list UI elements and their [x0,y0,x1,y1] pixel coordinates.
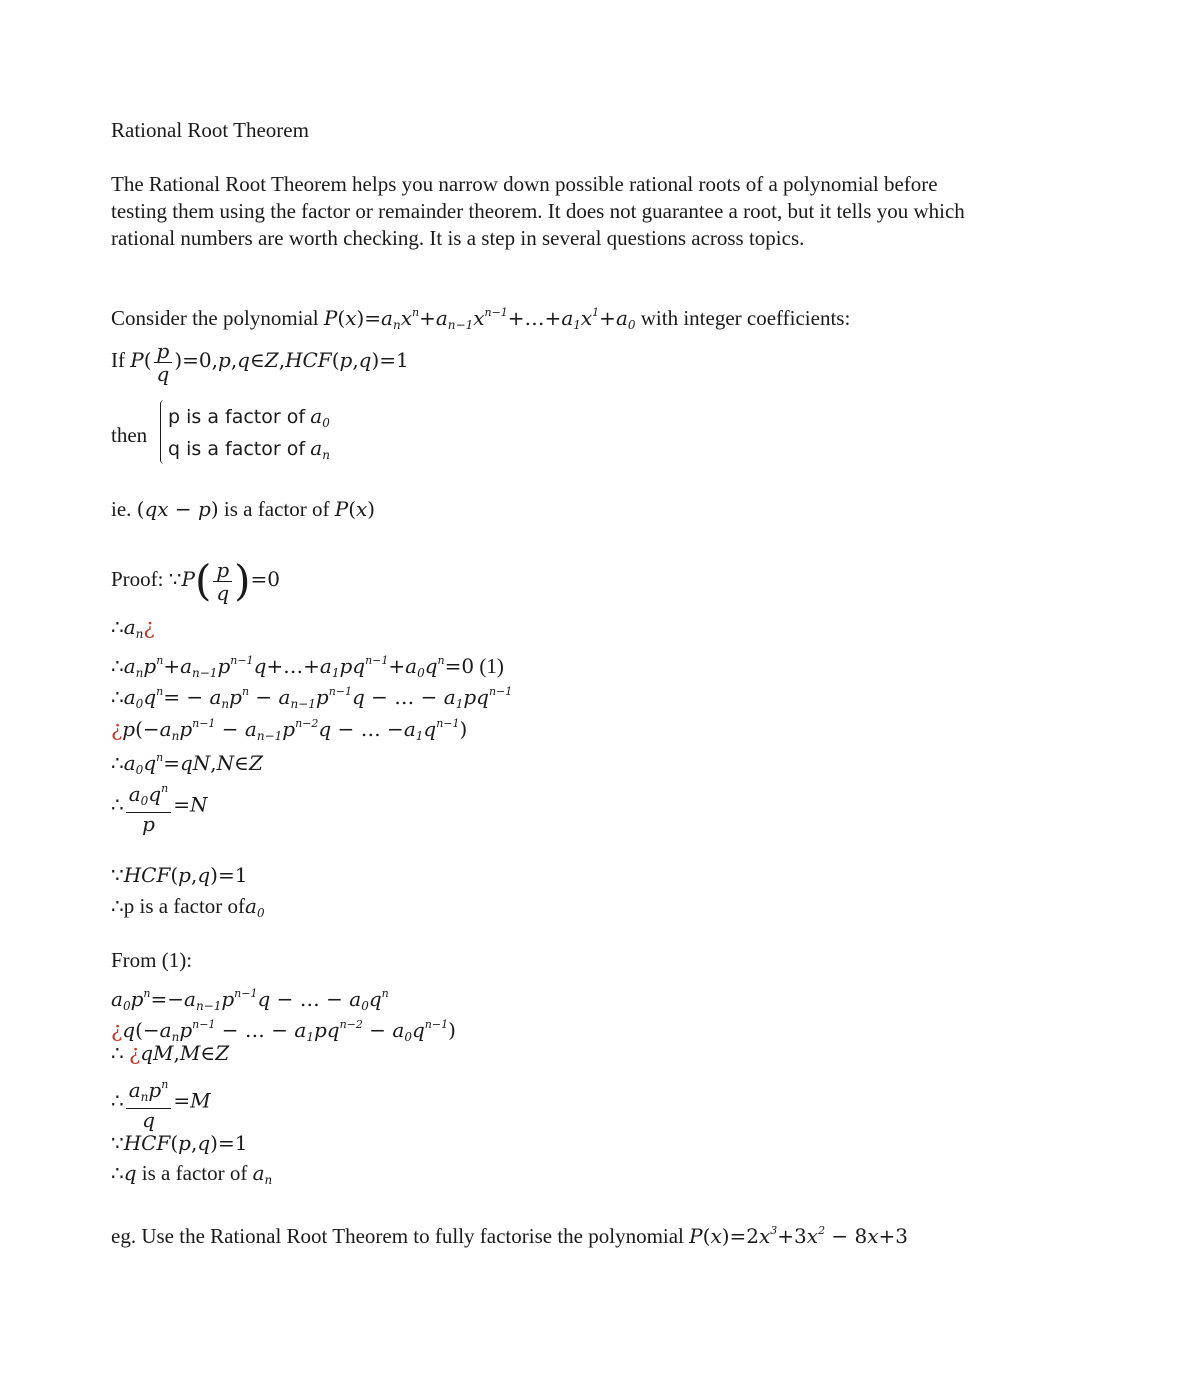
if-condition: If P( $\frac{p}{q}$ )=0,p,q∈Z,HCF(p,q)=1 [111,338,409,386]
from-step-4: ∴ $\frac{a_np^n}{q}$ =M [111,1074,211,1131]
proof-step-7: ∵HCF(p,q)=1 [111,863,248,887]
proof-line: Proof: ∵P( $\frac{p}{q}$ )=0 [111,556,281,606]
proof-step-5: $\therefore a_0q^n=qN,N\in Z$ [111,751,263,777]
proof-conclusion-q: ∴q is a factor of $a_n$ [111,1161,273,1187]
from-step-3: ∴ ¿qM,M∈Z [111,1041,230,1065]
left-brace [160,400,167,464]
proof-step-3: $\therefore a_0q^n= - a_np^n - a_{n-1}p^{n-1}q$ − … − $a_1pq^{n-1}$ [111,685,513,711]
fraction-p-over-q: $\frac{p}{q}$ [154,340,173,385]
intro-line-2: testing them using the factor or remainder theorem. It does not guarantee a root, but it tells you which [111,199,965,223]
intro-line-3: rational numbers are worth checking. It is a step in several questions across topics. [111,226,805,250]
consider-line: Consider the polynomial $P(x)=a_nx^n+a_{n-1}x^{n-1}+\dots+a_1x^1+a_0$ with integer coefficients: [111,306,851,332]
page-title: Rational Root Theorem [111,118,309,142]
condition-p: p is a factor of $a_0$ [168,404,330,430]
from-1-heading: From (1): [111,948,193,972]
then-word: then [111,423,148,447]
from-step-5: ∵HCF(p,q)=1 [111,1131,248,1155]
ie-line: ie. (qx − p) is a factor of P(x) [111,497,376,521]
proof-conclusion-p: ∴p is a factor ofa$_0$ [111,894,265,920]
from-step-2: ¿$q(-a_np^{n-1}$ − … − $a_1pq^{n-2} - a_0q^{n-1}$) [111,1018,456,1044]
proof-step-2: $\therefore a_np^n+a_{n-1}p^{n-1}q+\dots+a_1pq^{n-1}+a_0q^n=0$ (1) [111,654,504,680]
condition-q: q is a factor of $a_n$ [168,436,330,462]
example-line: eg. Use the Rational Root Theorem to fully factorise the polynomial $P(x)=2x^3+3x^2 - 8x+3$ [111,1224,909,1248]
proof-step-6: ∴ $\frac{a_0q^n}{p}$ =N [111,778,207,835]
proof-step-4: ¿$p(-a_np^{n-1} - a_{n-1}p^{n-2}q$ − … $-a_1q^{n-1}$) [111,717,468,743]
from-step-1: $a_0p^n=-a_{n-1}p^{n-1}q$ − … − $a_0q^n$ [111,987,389,1013]
intro-line-1: The Rational Root Theorem helps you narrow down possible rational roots of a polynomial before [111,172,938,196]
proof-step-1: $\therefore a_n¿$ [111,615,155,641]
